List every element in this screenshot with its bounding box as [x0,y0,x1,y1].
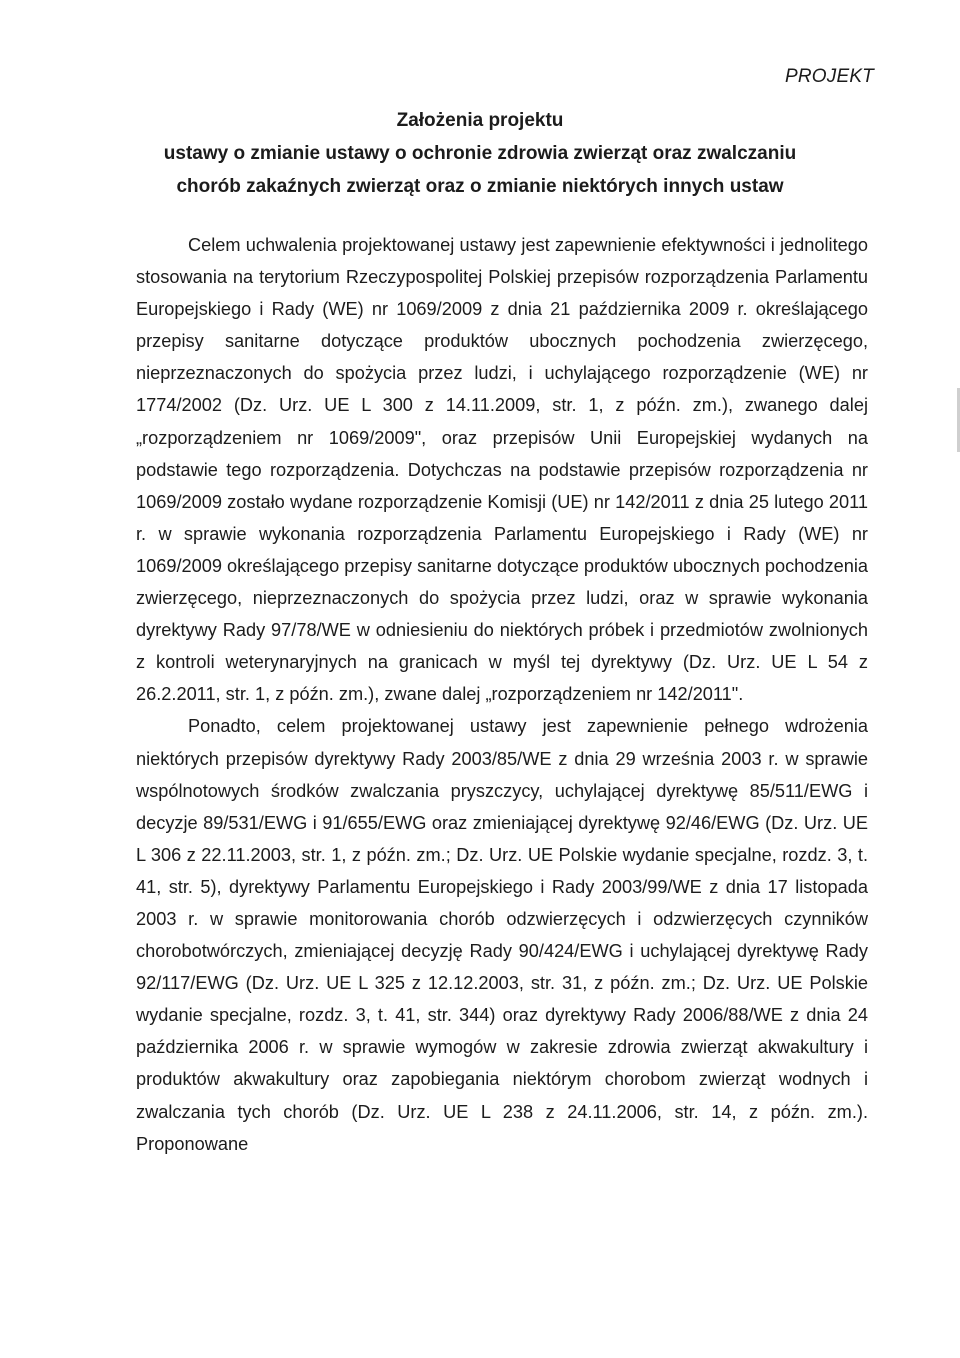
document-body [136,229,868,1160]
document-title [0,104,960,203]
body-paragraph-2: Ponadto, celem projektowanej ustawy jest zapewnienie pełnego wdrożenia niektórych przepisów dyrektywy Rady 2003/85/WE z dnia 29 września 2003 r. w sprawie wspólnotowych środków zwalczania pryszczycy, uchylającej dyrektywę 85/511/EWG i decyzje 89/531/EWG i 91/655/EWG oraz zmieniającej dyrektywę 92/46/EWG (Dz. Urz. UE L 306 z 22.11.2003, str. 1, z późn. zm.; Dz. Urz. UE Polskie wydanie specjalne, rozdz. 3, t. 41, str. 5), dyrektywy Parlamentu Europejskiego i Rady 2003/99/WE z dnia 17 listopada 2003 r. w sprawie monitorowania chorób odzwierzęcych i odzwierzęcych czynników chorobotwórczych, zmieniającej decyzję Rady 90/424/EWG i uchylającej dyrektywę Rady 92/117/EWG (Dz. Urz. UE L 325 z 12.12.2003, str. 31, z późn. zm.; Dz. Urz. UE Polskie wydanie specjalne, rozdz. 3, t. 41, str. 344) oraz dyrektywy Rady 2006/88/WE z dnia 24 października 2006 r. w sprawie wymogów w zakresie zdrowia zwierząt akwakultury i produktów akwakultury oraz zapobiegania niektórym chorobom zwierząt wodnych i zwalczania tych chorób (Dz. Urz. UE L 238 z 24.11.2006, str. 14, z późn. zm.). Proponowane [136,716,868,1154]
draft-stamp: PROJEKT [784,66,874,87]
body-paragraph-1: Celem uchwalenia projektowanej ustawy jest zapewnienie efektywności i jednolitego stosowania na terytorium Rzeczypospolitej Polskiej przepisów rozporządzenia Parlamentu Europejskiego i Rady (WE) nr 1069/2009 z dnia 21 października 2009 r. określającego przepisy sanitarne dotyczące produktów ubocznych pochodzenia zwierzęcego, nieprzeznaczonych do spożycia przez ludzi, i uchylającego rozporządzenie (WE) nr 1774/2002 (Dz. Urz. UE L 300 z 14.11.2009, str. 1, z późn. zm.), zwanego dalej „rozporządzeniem nr 1069/2009", oraz przepisów Unii Europejskiej wydanych na podstawie tego rozporządzenia. Dotychczas na podstawie przepisów rozporządzenia nr 1069/2009 zostało wydane rozporządzenie Komisji (UE) nr 142/2011 z dnia 25 lutego 2011 r. w sprawie wykonania rozporządzenia Parlamentu Europejskiego i Rady (WE) nr 1069/2009 określającego przepisy sanitarne dotyczące produktów ubocznych pochodzenia zwierzęcego, nieprzeznaczonych do spożycia przez ludzi, oraz w sprawie wykonania dyrektywy Rady 97/78/WE w odniesieniu do niektórych próbek i przedmiotów zwolnionych z kontroli weterynaryjnych na granicach w myśl tej dyrektywy (Dz. Urz. UE L 54 z 26.2.2011, str. 1, z późn. zm.), zwane dalej „rozporządzeniem nr 142/2011". [136,235,869,705]
title-line-2: ustawy o zmianie ustawy o ochronie zdrowia zwierząt oraz zwalczaniu [163,143,797,164]
title-line-3: chorób zakaźnych zwierząt oraz o zmianie niektórych innych ustaw [176,176,784,197]
title-line-1: Założenia projektu [396,110,564,131]
